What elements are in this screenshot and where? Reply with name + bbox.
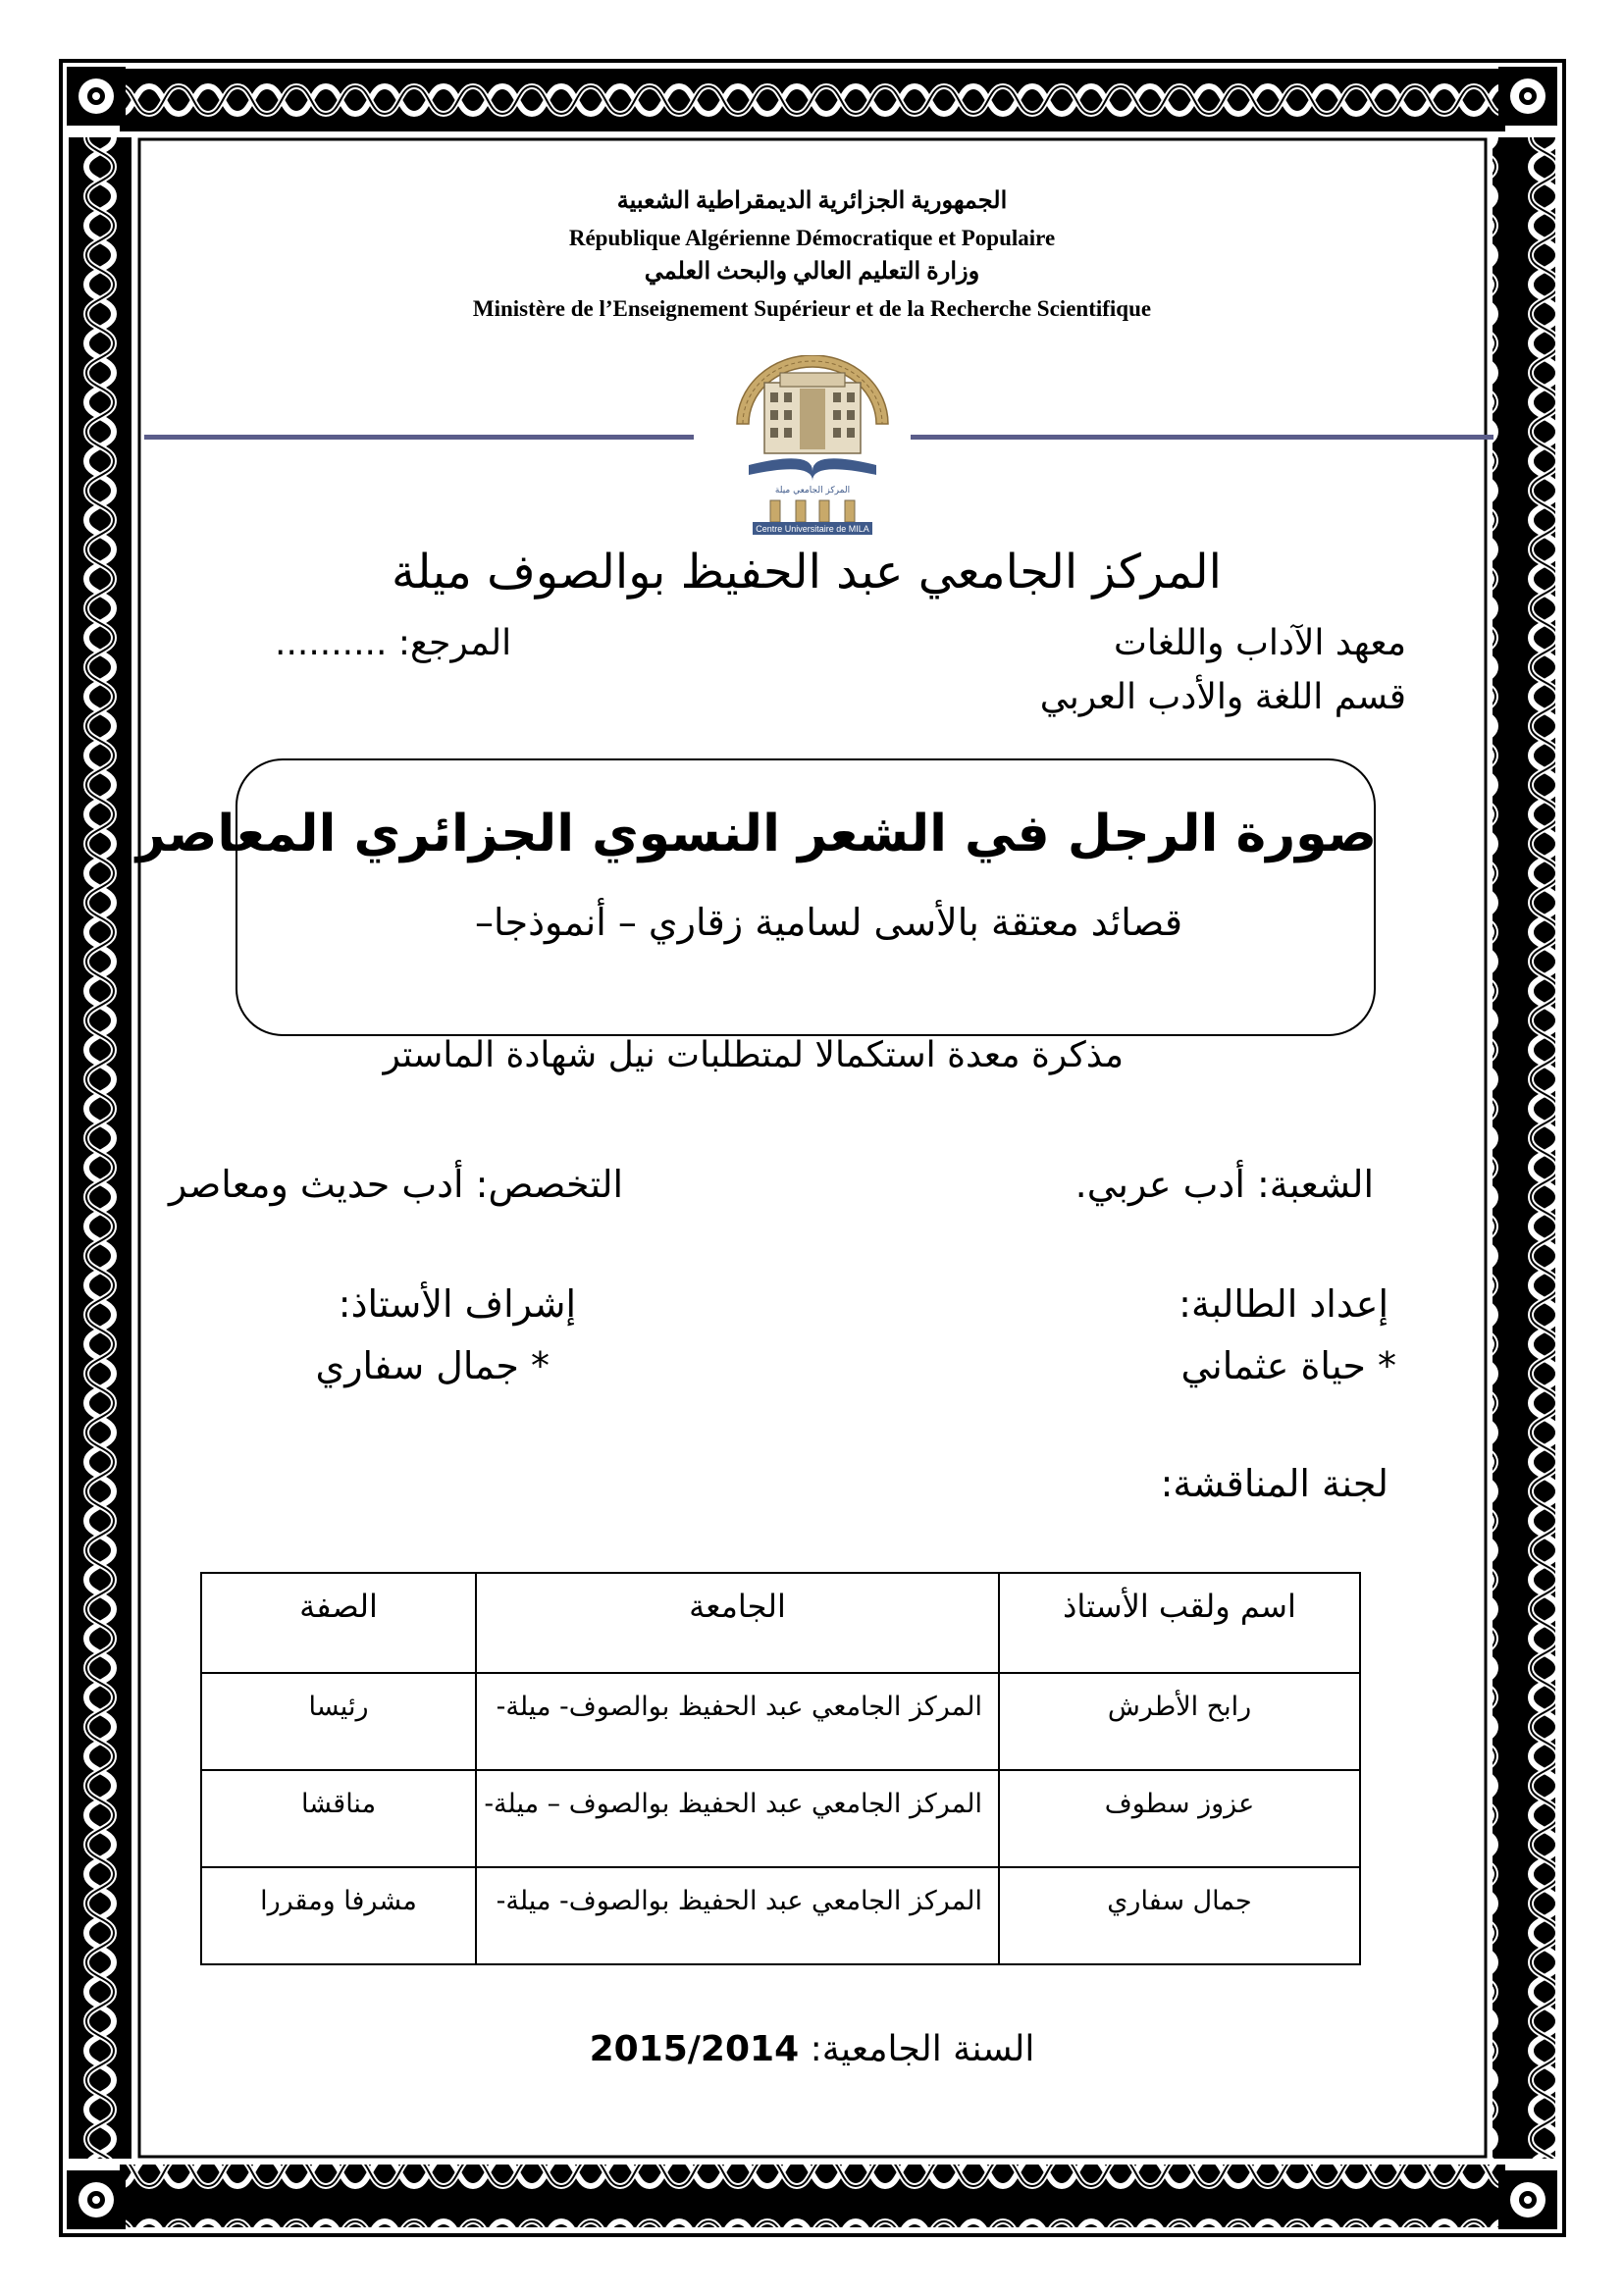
table-row <box>201 1867 1360 1964</box>
institute-name: معهد الآداب واللغات <box>1114 623 1406 663</box>
member-role: رئيسا <box>201 1673 476 1770</box>
corner-ornament <box>67 2170 126 2229</box>
header-university: الجامعة <box>476 1573 999 1673</box>
member-role: مشرفا ومقررا <box>201 1867 476 1964</box>
divider-right <box>911 435 1493 440</box>
university-center-name: المركز الجامعي عبد الحفيظ بوالصوف ميلة <box>392 545 1222 600</box>
member-university: المركز الجامعي عبد الحفيظ بوالصوف- ميلة- <box>476 1867 999 1964</box>
thesis-title: صورة الرجل في الشعر النسوي الجزائري المعاصر <box>135 805 1377 863</box>
prepared-by-label: إعداد الطالبة: <box>1179 1282 1388 1326</box>
thesis-subtitle: قصائد معتقة بالأسى لسامية زقاري – أنموذجا– <box>475 901 1182 944</box>
member-role: مناقشا <box>201 1770 476 1867</box>
logo-caption: Centre Universitaire de MILA <box>756 524 869 534</box>
divider-left <box>144 435 694 440</box>
branch-label: الشعبة: أدب عربي. <box>1074 1163 1374 1206</box>
member-name: جمال سفاري <box>999 1867 1360 1964</box>
member-university: المركز الجامعي عبد الحفيظ بوالصوف- ميلة- <box>476 1673 999 1770</box>
header-name: اسم ولقب الأستاذ <box>999 1573 1360 1673</box>
student-name: * حياة عثماني <box>1180 1344 1396 1387</box>
committee-label: لجنة المناقشة: <box>1160 1462 1388 1505</box>
supervisor-name: * جمال سفاري <box>315 1344 550 1387</box>
corner-ornament <box>1498 2170 1557 2229</box>
academic-year-label: السنة الجامعية: <box>810 2029 1035 2069</box>
member-university: المركز الجامعي عبد الحفيظ بوالصوف – ميلة- <box>476 1770 999 1867</box>
corner-ornament <box>1498 67 1557 126</box>
department-name: قسم اللغة والأدب العربي <box>1039 677 1406 717</box>
member-name: عزوز سطوف <box>999 1770 1360 1867</box>
member-name: رابح الأطرش <box>999 1673 1360 1770</box>
corner-ornament <box>67 67 126 126</box>
header-role: الصفة <box>201 1573 476 1673</box>
table-row <box>201 1673 1360 1770</box>
republic-french: République Algérienne Démocratique et Populaire <box>568 226 1056 250</box>
academic-year-value: 2015/2014 <box>589 2029 800 2069</box>
ministry-arabic: وزارة التعليم العالي والبحث العلمي <box>644 259 980 285</box>
supervisor-label: إشراف الأستاذ: <box>338 1282 576 1326</box>
academic-year <box>0 2029 1624 2069</box>
logo-arabic-caption: المركز الجامعي ميلة <box>774 486 851 496</box>
table-row <box>201 1770 1360 1867</box>
specialization-label: التخصص: أدب حديث ومعاصر <box>169 1163 624 1206</box>
table-header-row <box>201 1573 1360 1673</box>
republic-arabic: الجمهورية الجزائرية الديمقراطية الشعبية <box>616 188 1008 214</box>
ministry-french: Ministère de l’Enseignement Supérieur et de la Recherche Scientifique <box>472 296 1152 321</box>
thesis-description: مذكرة معدة استكمالا لمتطلبات نيل شهادة الماستر <box>383 1035 1124 1075</box>
reference-field: المرجع: .......... <box>275 623 512 663</box>
university-logo <box>719 355 906 537</box>
committee-table <box>200 1572 1361 1965</box>
title-box <box>236 758 1376 1036</box>
